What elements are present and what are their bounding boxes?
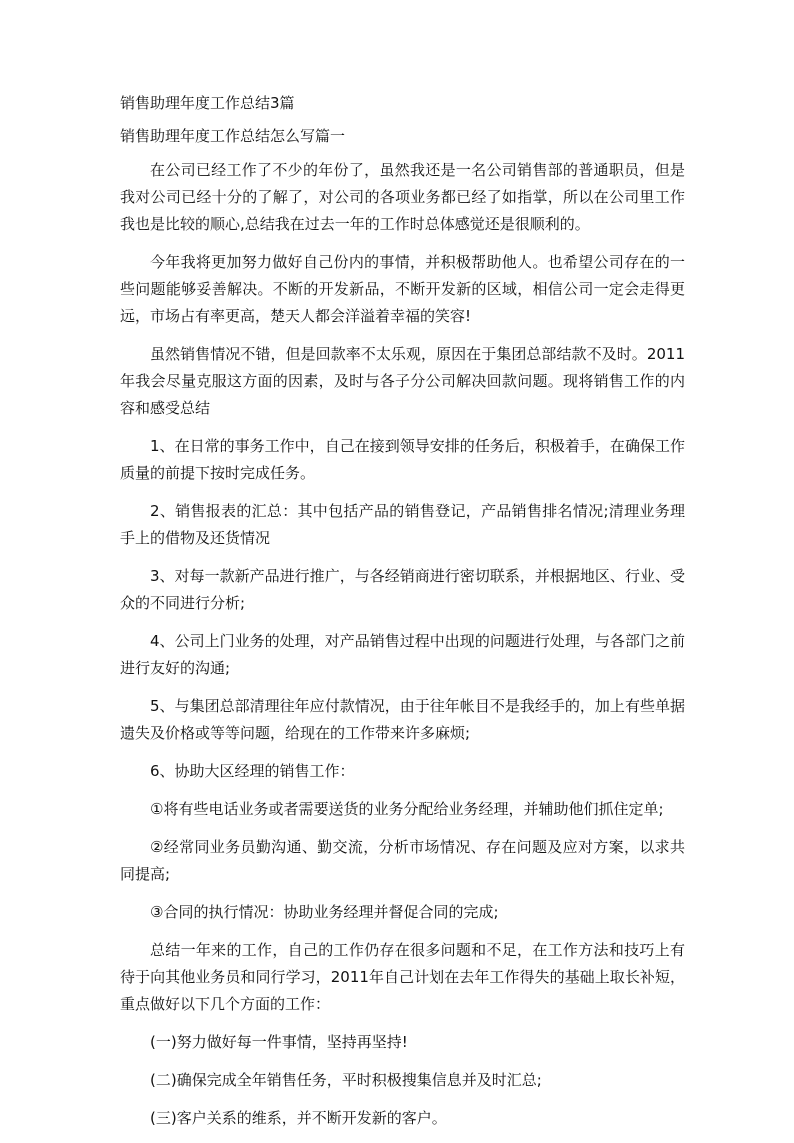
- paragraph-plan: 今年我将更加努力做好自己份内的事情，并积极帮助他人。也希望公司存在的一些问题能够妥善解决。不断的开发新品，不断开发新的区域，相信公司一定会走得更远，市场占有率更高，楚天人都会洋溢着幸福的笑容!: [120, 253, 685, 325]
- paragraph-item-2: 2、销售报表的汇总：其中包括产品的销售登记，产品销售排名情况;清理业务理手上的借物及还货情况: [120, 502, 685, 547]
- paragraph-item-1: 1、在日常的事务工作中，自己在接到领导安排的任务后，积极着手，在确保工作质量的前提下按时完成任务。: [120, 437, 685, 482]
- paragraph-goal-1: (一)努力做好每一件事情，坚持再坚持!: [150, 1033, 408, 1051]
- paragraph-goal-2: (二)确保完成全年销售任务，平时积极搜集信息并及时汇总;: [150, 1071, 542, 1089]
- paragraph-item-6: 6、协助大区经理的销售工作：: [150, 762, 355, 780]
- paragraph-intro: 在公司已经工作了不少的年份了，虽然我还是一名公司销售部的普通职员，但是我对公司已经十分的了解了，对公司的各项业务都已经了如指掌，所以在公司里工作我也是比较的顺心,总结我在过去一年的工作时总体感觉还是很顺利的。: [120, 161, 685, 233]
- paragraph-summary: 总结一年来的工作，自己的工作仍存在很多问题和不足，在工作方法和技巧上有待于向其他业务员和同行学习，2011年自己计划在去年工作得失的基础上取长补短，重点做好以下几个方面的工作：: [120, 941, 685, 1013]
- section-heading: 销售助理年度工作总结怎么写篇一: [120, 127, 346, 145]
- paragraph-subitem-2: ②经常同业务员勤沟通、勤交流，分析市场情况、存在问题及应对方案，以求共同提高;: [120, 838, 685, 883]
- document-title: 销售助理年度工作总结3篇: [120, 94, 295, 112]
- paragraph-item-3: 3、对每一款新产品进行推广，与各经销商进行密切联系，并根据地区、行业、受众的不同进行分析;: [120, 567, 685, 612]
- paragraph-item-5: 5、与集团总部清理往年应付款情况，由于往年帐目不是我经手的，加上有些单据遗失及价格或等等问题，给现在的工作带来许多麻烦;: [120, 697, 685, 742]
- paragraph-sales-status: 虽然销售情况不错，但是回款率不太乐观，原因在于集团总部结款不及时。2011年我会尽量克服这方面的因素，及时与各子分公司解决回款问题。现将销售工作的内容和感受总结: [120, 345, 685, 417]
- document-body: [120, 92, 685, 1143]
- paragraph-item-4: 4、公司上门业务的处理，对产品销售过程中出现的问题进行处理，与各部门之前进行友好的沟通;: [120, 632, 685, 677]
- paragraph-goal-3: (三)客户关系的维系，并不断开发新的客户。: [150, 1109, 447, 1127]
- paragraph-subitem-3: ③合同的执行情况：协助业务经理并督促合同的完成;: [150, 903, 499, 921]
- paragraph-subitem-1: ①将有些电话业务或者需要送货的业务分配给业务经理，并辅助他们抓住定单;: [150, 800, 664, 818]
